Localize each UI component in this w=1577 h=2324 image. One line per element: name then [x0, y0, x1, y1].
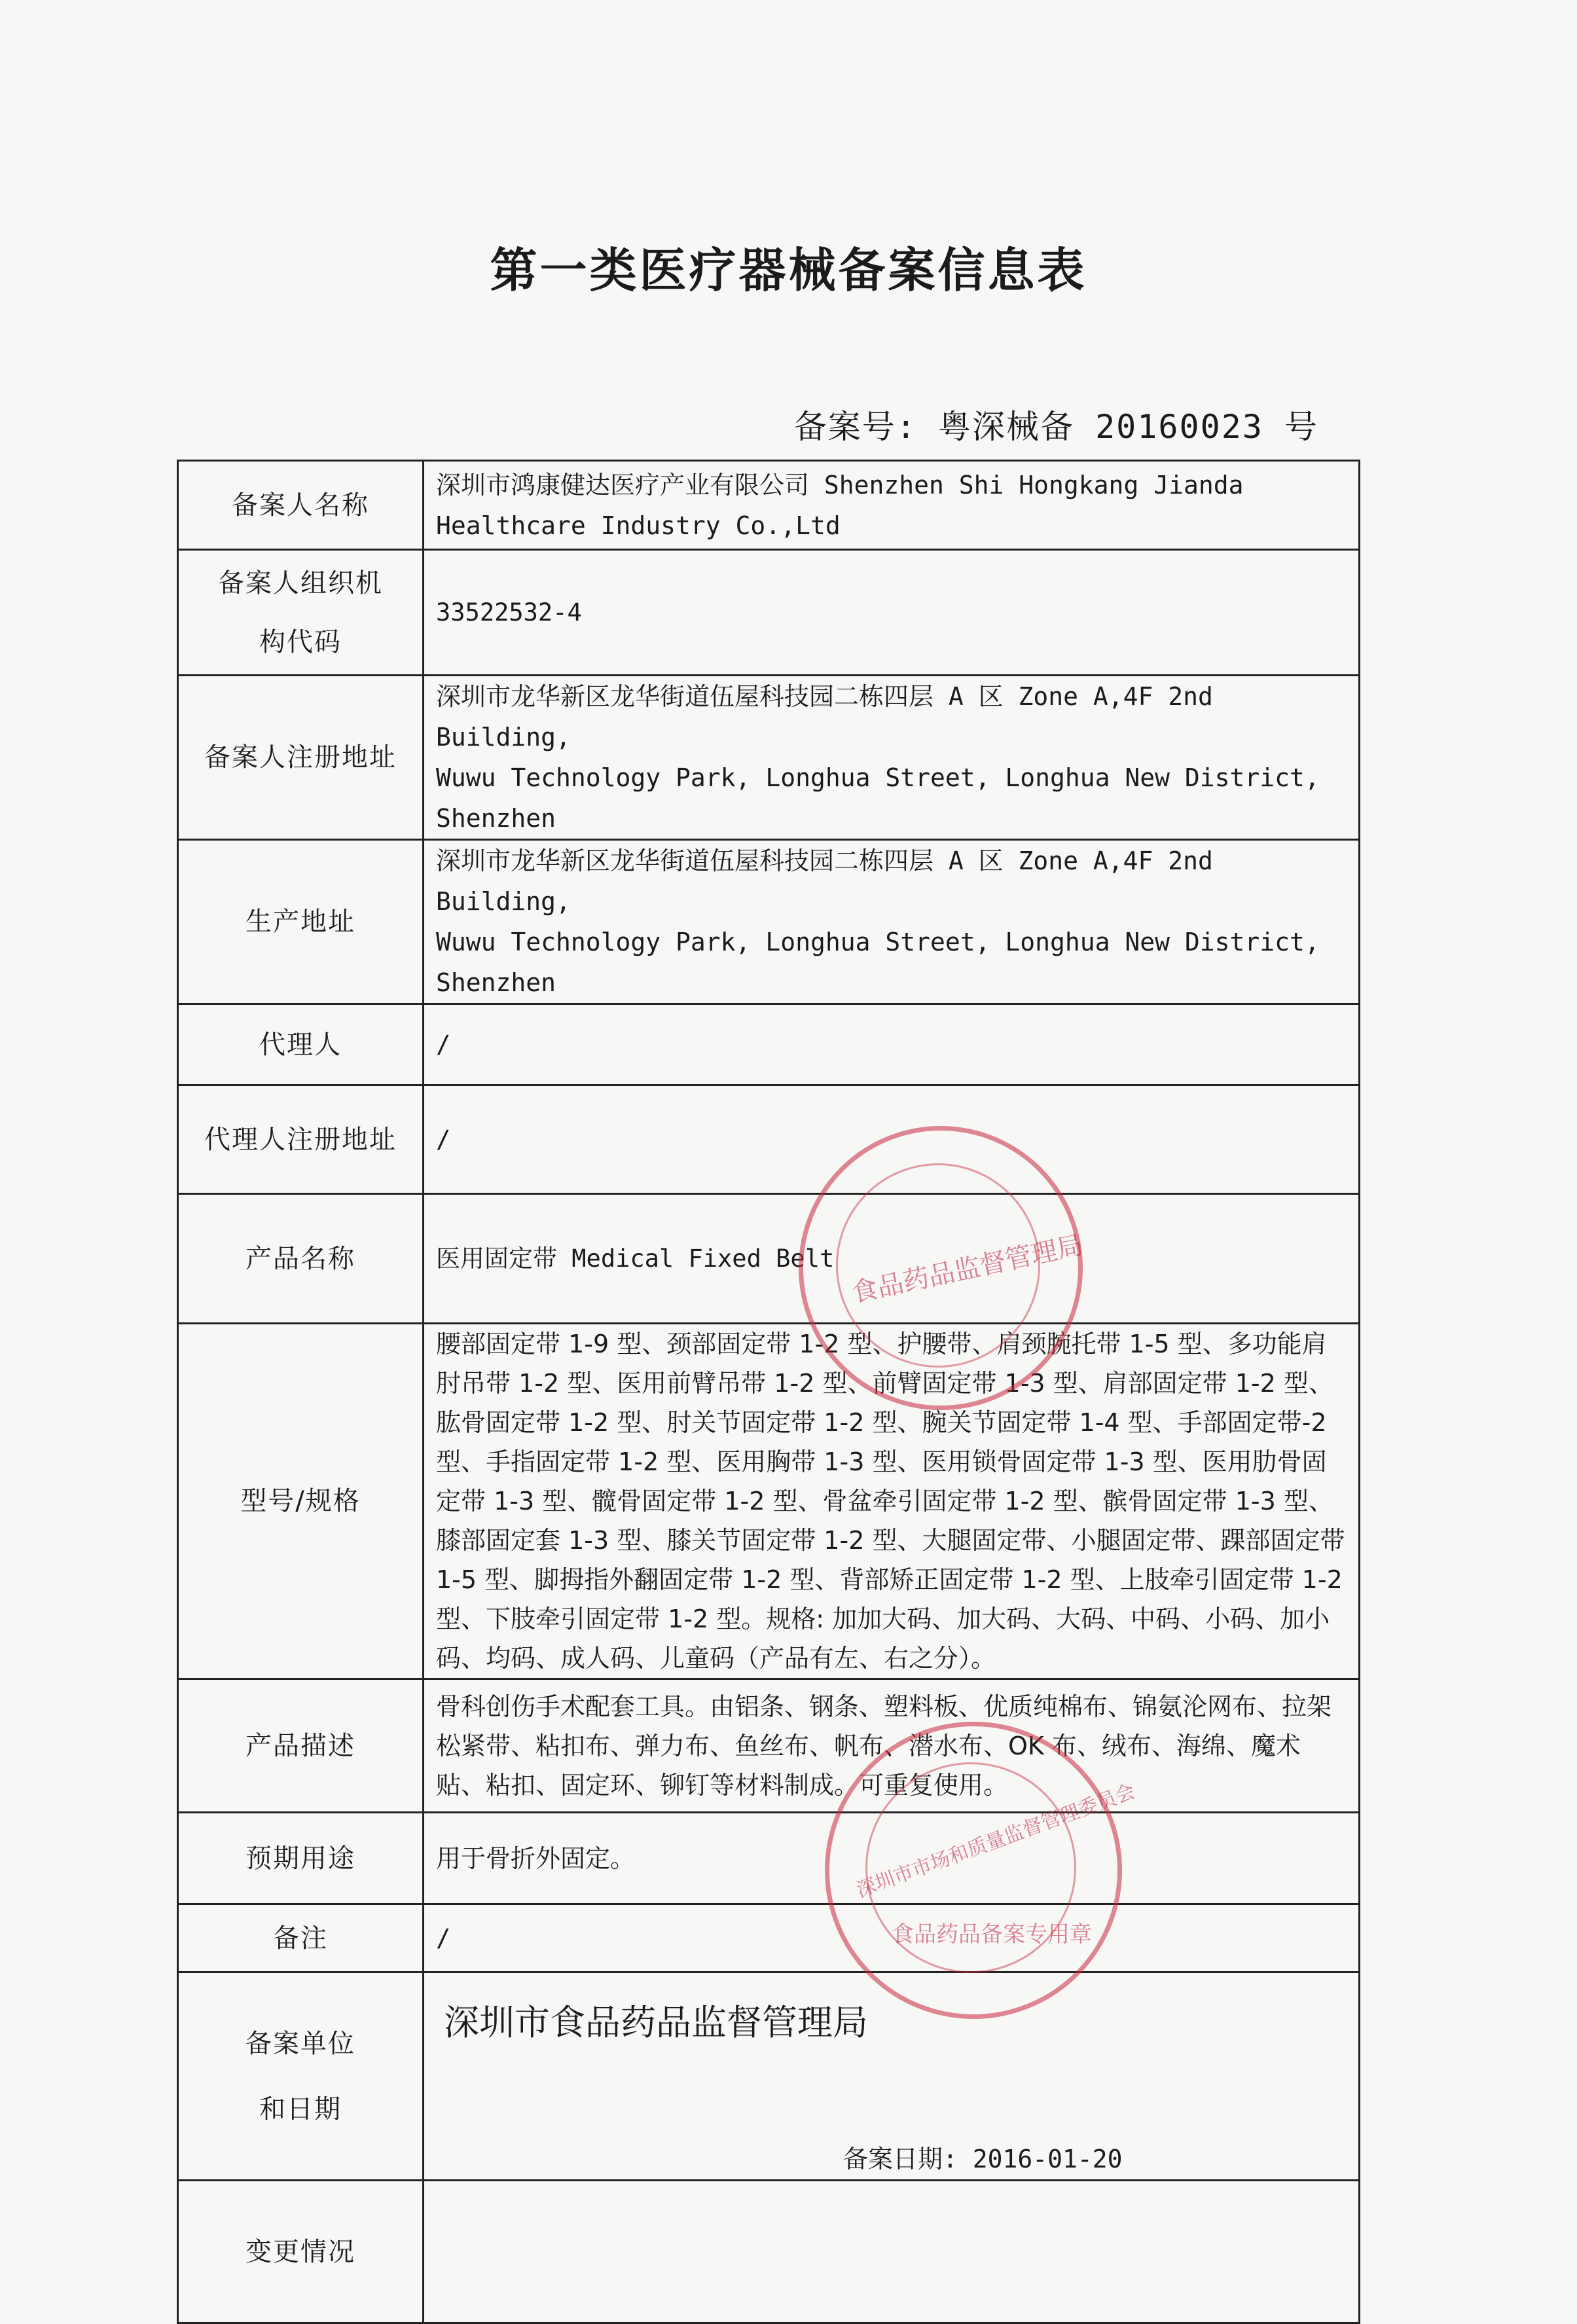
value-org-code: 33522532-4	[424, 550, 1360, 676]
row-org-code	[178, 550, 1360, 676]
row-description	[178, 1679, 1360, 1813]
filing-unit-cell	[424, 1975, 1358, 2178]
row-changes	[178, 2181, 1360, 2323]
label-filer-name: 备案人名称	[178, 461, 424, 550]
seal-upper-text: 食品药品监督管理局	[848, 1230, 1086, 1309]
value-intended-use: 用于骨折外固定。	[424, 1813, 1360, 1904]
label-changes: 变更情况	[178, 2181, 424, 2323]
value-changes	[424, 2181, 1360, 2323]
row-prod-address	[178, 840, 1360, 1004]
label-prod-address: 生产地址	[178, 840, 424, 1004]
value-filer-name: 深圳市鸿康健达医疗产业有限公司 Shenzhen Shi Hongkang Jianda Healthcare Industry Co.,Ltd	[424, 461, 1360, 550]
label-remarks: 备注	[178, 1904, 424, 1972]
label-filing-unit-line2: 和日期	[259, 2094, 342, 2124]
row-agent-address	[178, 1085, 1360, 1194]
label-reg-address: 备案人注册地址	[178, 676, 424, 840]
row-filer-name	[178, 461, 1360, 550]
value-agent: /	[424, 1004, 1360, 1085]
row-remarks	[178, 1904, 1360, 1972]
filing-unit-name: 深圳市食品药品监督管理局	[444, 2001, 868, 2043]
value-description: 骨科创伤手术配套工具。由铝条、钢条、塑料板、优质纯棉布、锦氨沦网布、拉架松紧带、粘扣布、弹力布、鱼丝布、帆布、潜水布、OK 布、绒布、海绵、魔术贴、粘扣、固定环、铆钉等材料制成。可重复使用。	[424, 1679, 1360, 1813]
row-intended-use	[178, 1813, 1360, 1904]
value-remarks: /	[424, 1904, 1360, 1972]
value-product-name: 医用固定带 Medical Fixed Belt	[424, 1194, 1360, 1324]
value-model-spec: 腰部固定带 1-9 型、颈部固定带 1-2 型、护腰带、肩颈腕托带 1-5 型、多功能肩肘吊带 1-2 型、医用前臂吊带 1-2 型、前臂固定带 1-3 型、肩部固定带 1-2 型、肱骨固定带 1-2 型、肘关节固定带 1-2 型、腕关节固定带 1-4 型、手部固定带-2 型、手指固定带 1-2 型、医用胸带 1-3 型、医用锁骨固定带 1-3 型、医用肋骨固定带 1-3 型、髋骨固定带 1-2 型、骨盆牵引固定带 1-2 型、髌骨固定带 1-3 型、膝部固定套 1-3 型、膝关节固定带 1-2 型、大腿固定带、小腿固定带、踝部固定带 1-5 型、脚拇指外翻固定带 1-2 型、背部矫正固定带 1-2 型、上肢牵引固定带 1-2 型、下肢牵引固定带 1-2 型。规格: 加加大码、加大码、大码、中码、小码、加小码、均码、成人码、儿童码（产品有左、右之分）。	[424, 1324, 1360, 1679]
label-org-code: 备案人组织机构代码	[178, 550, 424, 676]
record-number: 备案号: 粤深械备 20160023 号	[793, 408, 1318, 446]
value-prod-address: 深圳市龙华新区龙华街道伍屋科技园二栋四层 A 区 Zone A,4F 2nd Building, Wuwu Technology Park, Longhua Street, Longhua New District, Shenzhen	[424, 840, 1360, 1004]
value-filing-unit	[424, 1972, 1360, 2181]
label-filing-unit-line1: 备案单位	[245, 2028, 355, 2059]
label-filing-unit	[178, 1972, 424, 2181]
label-intended-use: 预期用途	[178, 1813, 424, 1904]
row-model-spec	[178, 1324, 1360, 1679]
label-agent: 代理人	[178, 1004, 424, 1085]
seal-lower-text: 深圳市市场和质量监督管理委员会	[853, 1779, 1138, 1902]
filing-date: 备案日期: 2016-01-20	[843, 2144, 1123, 2173]
label-model-spec: 型号/规格	[178, 1324, 424, 1679]
filing-table	[177, 460, 1360, 2324]
value-agent-address: /	[424, 1085, 1360, 1194]
label-product-name: 产品名称	[178, 1194, 424, 1324]
seal-lower-subtext: 食品药品备案专用章	[892, 1921, 1092, 1948]
label-agent-address: 代理人注册地址	[178, 1085, 424, 1194]
value-reg-address: 深圳市龙华新区龙华街道伍屋科技园二栋四层 A 区 Zone A,4F 2nd Building, Wuwu Technology Park, Longhua Street, Longhua New District, Shenzhen	[424, 676, 1360, 840]
row-agent	[178, 1004, 1360, 1085]
page-title: 第一类医疗器械备案信息表	[490, 243, 1087, 298]
row-filing-unit	[178, 1972, 1360, 2181]
label-description: 产品描述	[178, 1679, 424, 1813]
row-reg-address	[178, 676, 1360, 840]
row-product-name	[178, 1194, 1360, 1324]
